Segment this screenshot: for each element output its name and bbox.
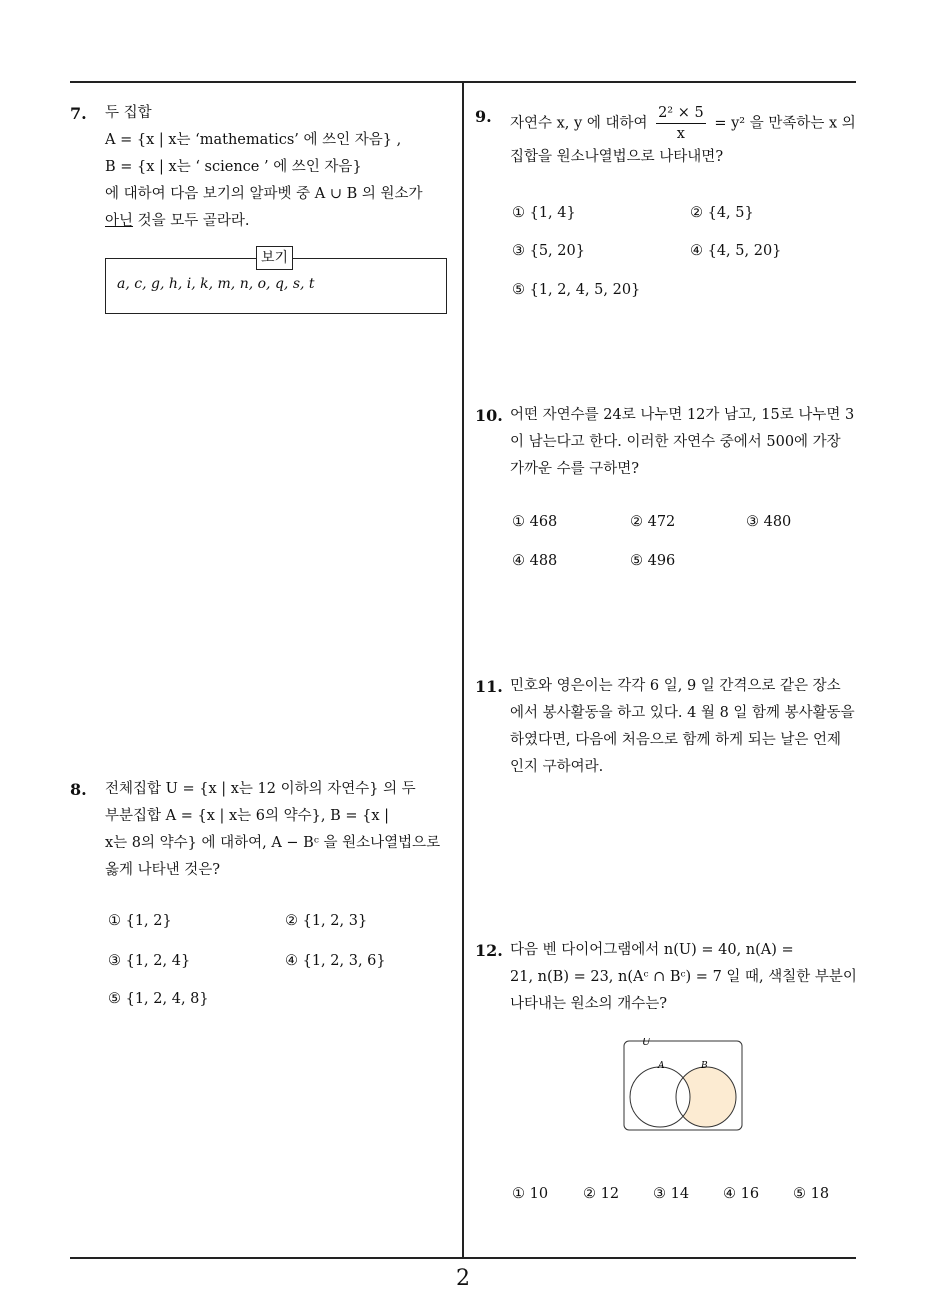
text-line: 전체집합 U = {x | x는 12 이하의 자연수} 의 두 xyxy=(105,781,416,797)
question-text xyxy=(105,776,440,884)
answer-choice[interactable]: ② 12 xyxy=(583,1186,620,1202)
label-u: U xyxy=(642,1038,651,1048)
question-number: 7. xyxy=(70,104,87,123)
text-line: 에 대하여 다음 보기의 알파벳 중 A ∪ B 의 원소가 xyxy=(105,186,423,202)
text-line: x는 8의 약수} 에 대하여, A − Bᶜ 을 원소나열법으로 xyxy=(105,835,441,851)
question-number: 8. xyxy=(70,780,87,799)
answer-choice[interactable]: ① 468 xyxy=(512,514,558,530)
answer-choice[interactable]: ③ 480 xyxy=(746,514,792,530)
label-a: A xyxy=(658,1061,665,1071)
text-line: 이 남는다고 한다. 이러한 자연수 중에서 500에 가장 xyxy=(510,434,841,450)
column-divider xyxy=(462,82,464,1258)
answer-choice[interactable]: ④ 488 xyxy=(512,553,558,569)
underlined-text: 아닌 xyxy=(105,213,134,229)
fraction xyxy=(656,103,706,144)
text-line: 하였다면, 다음에 처음으로 함께 하게 되는 날은 언제 xyxy=(510,732,842,748)
text-line: 21, n(B) = 23, n(Aᶜ ∩ Bᶜ) = 7 일 때, 색칠한 부분이 xyxy=(510,969,857,985)
answer-choice[interactable]: ⑤ 496 xyxy=(630,553,676,569)
question-text xyxy=(105,100,423,235)
text-fragment: 자연수 x, y 에 대하여 xyxy=(510,115,648,132)
question-text xyxy=(510,937,857,1018)
answer-choice[interactable]: ④ 16 xyxy=(723,1186,760,1202)
text-line xyxy=(510,103,856,144)
text-line: 옳게 나타낸 것은? xyxy=(105,862,221,878)
text-line: A = {x | x는 ‘mathematics’ 에 쓰인 자음} , xyxy=(105,132,402,148)
answer-choice[interactable]: ⑤ {1, 2, 4, 8} xyxy=(108,991,209,1007)
bogi-content: a, c, g, h, i, k, m, n, o, q, s, t xyxy=(117,276,315,292)
answer-choice[interactable]: ① {1, 4} xyxy=(512,205,576,221)
text-fragment: 것을 모두 골라라. xyxy=(133,213,250,229)
answer-choice[interactable]: ② 472 xyxy=(630,514,676,530)
text-line: 인지 구하여라. xyxy=(510,759,604,775)
text-line: 집합을 원소나열법으로 나타내면? xyxy=(510,149,724,165)
text-line xyxy=(105,208,423,235)
fraction-numerator: 2² × 5 xyxy=(656,103,706,124)
label-b: B xyxy=(701,1061,708,1071)
bottom-rule xyxy=(70,1257,856,1259)
answer-choice[interactable]: ② {4, 5} xyxy=(690,205,754,221)
text-line: 부분집합 A = {x | x는 6의 약수}, B = {x | xyxy=(105,808,389,824)
answer-choice[interactable]: ③ {1, 2, 4} xyxy=(108,953,191,969)
answer-choice[interactable]: ③ {5, 20} xyxy=(512,243,585,259)
text-line: 어떤 자연수를 24로 나누면 12가 남고, 15로 나누면 3 xyxy=(510,407,855,423)
question-number: 11. xyxy=(475,677,503,696)
answer-choice[interactable]: ① 10 xyxy=(512,1186,549,1202)
answer-choice[interactable]: ④ {4, 5, 20} xyxy=(690,243,782,259)
text-line: 두 집합 xyxy=(105,105,152,121)
answer-choice[interactable]: ⑤ {1, 2, 4, 5, 20} xyxy=(512,282,641,298)
text-line: 나타내는 원소의 개수는? xyxy=(510,996,668,1012)
page-number: 2 xyxy=(456,1266,470,1291)
answer-choice[interactable]: ④ {1, 2, 3, 6} xyxy=(285,953,386,969)
text-line: 민호와 영은이는 각각 6 일, 9 일 간격으로 같은 장소 xyxy=(510,678,841,694)
fraction-denominator: x xyxy=(676,126,685,142)
answer-choice[interactable]: ⑤ 18 xyxy=(793,1186,830,1202)
question-number: 12. xyxy=(475,941,503,960)
text-line: 다음 벤 다이어그램에서 n(U) = 40, n(A) = xyxy=(510,942,794,958)
text-line: 에서 봉사활동을 하고 있다. 4 월 8 일 함께 봉사활동을 xyxy=(510,705,855,721)
question-number: 10. xyxy=(475,406,503,425)
question-text xyxy=(510,103,856,171)
answer-choice[interactable]: ① {1, 2} xyxy=(108,913,172,929)
text-line: B = {x | x는 ‘ science ’ 에 쓰인 자음} xyxy=(105,159,362,175)
question-text xyxy=(510,402,854,483)
bogi-label: 보기 xyxy=(256,246,293,270)
answer-choice[interactable]: ③ 14 xyxy=(653,1186,690,1202)
question-number: 9. xyxy=(475,107,492,126)
venn-diagram xyxy=(620,1038,746,1134)
text-line: 가까운 수를 구하면? xyxy=(510,461,640,477)
text-fragment: = y² 을 만족하는 x 의 xyxy=(714,115,856,132)
answer-choice[interactable]: ② {1, 2, 3} xyxy=(285,913,368,929)
question-text xyxy=(510,673,855,781)
